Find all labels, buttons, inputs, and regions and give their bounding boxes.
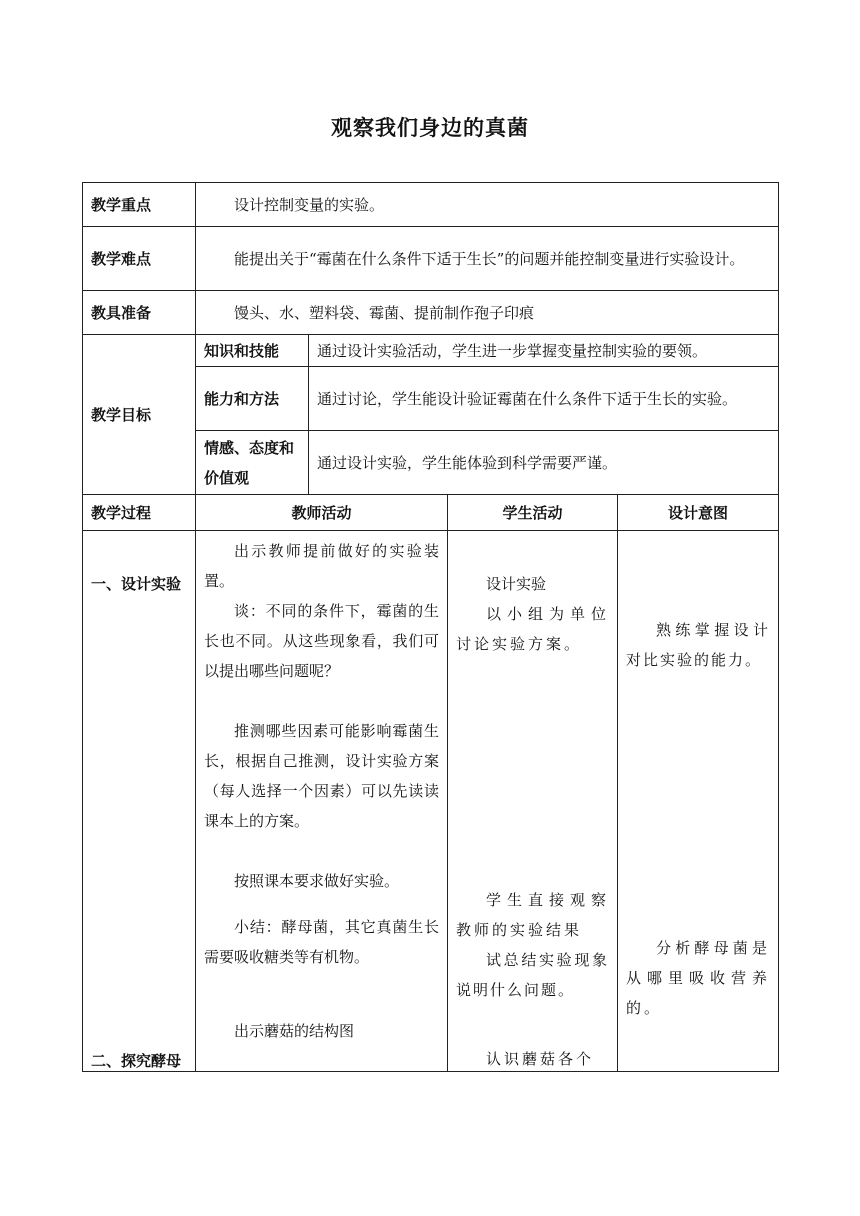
materials-label: 教具准备 <box>83 291 196 335</box>
objective-sub-label: 能力和方法 <box>196 367 309 431</box>
student-activity-header: 学生活动 <box>448 495 618 531</box>
teacher-step: 推测哪些因素可能影响霉菌生长，根据自己推测，设计实验方案（每人选择一个因素）可以先读读课本上的方案。 <box>204 722 439 830</box>
key-point-label: 教学重点 <box>83 183 196 227</box>
objective-content: 通过设计实验活动，学生进一步掌握变量控制实验的要领。 <box>309 335 779 367</box>
teacher-activity-cell <box>196 531 448 1072</box>
intent-note: 分析酵母菌是从哪里吸收营养的。 <box>626 939 771 1017</box>
process-stage-header: 教学过程 <box>83 495 196 531</box>
process-stage-cell <box>83 531 196 1072</box>
difficulty-row <box>83 227 779 291</box>
student-step: 学生直接观察教师的实验结果 <box>456 891 609 939</box>
teacher-activity-header: 教师活动 <box>196 495 448 531</box>
stage-explore-yeast: 二、探究酵母 <box>91 1052 182 1070</box>
objective-sub-label: 情感、态度和价值观 <box>196 431 309 495</box>
lesson-plan-table <box>82 182 779 1072</box>
design-intent-header: 设计意图 <box>618 495 779 531</box>
student-step: 认识蘑菇各个 <box>486 1050 595 1068</box>
page-title: 观察我们身边的真菌 <box>331 116 529 140</box>
materials-content: 馒头、水、塑料袋、霉菌、提前制作孢子印痕 <box>196 291 779 335</box>
key-point-content: 设计控制变量的实验。 <box>196 183 779 227</box>
teacher-step: 小结：酵母菌，其它真菌生长需要吸收糖类等有机物。 <box>204 918 439 966</box>
student-activity-cell <box>448 531 618 1072</box>
stage-design-experiment: 一、设计实验 <box>91 575 182 593</box>
difficulty-content: 能提出关于“霉菌在什么条件下适于生长”的问题并能控制变量进行实验设计。 <box>196 227 779 291</box>
objective-row-knowledge <box>83 335 779 367</box>
process-header-row <box>83 495 779 531</box>
objectives-label: 教学目标 <box>83 335 196 495</box>
design-intent-cell <box>618 531 779 1072</box>
student-step: 设计实验 <box>486 575 547 593</box>
teacher-step: 按照课本要求做好实验。 <box>234 872 400 890</box>
difficulty-label: 教学难点 <box>83 227 196 291</box>
student-step: 以小组为单位讨论实验方案。 <box>456 605 609 653</box>
teacher-step: 谈：不同的条件下，霉菌的生长也不同。从这些现象看，我们可以提出哪些问题呢？ <box>204 602 439 680</box>
process-body-row <box>83 531 779 1072</box>
objective-sub-label: 知识和技能 <box>196 335 309 367</box>
teacher-step: 出示蘑菇的结构图 <box>234 1022 355 1040</box>
objective-content: 通过讨论，学生能设计验证霉菌在什么条件下适于生长的实验。 <box>309 367 779 431</box>
key-point-row <box>83 183 779 227</box>
objective-content: 通过设计实验，学生能体验到科学需要严谨。 <box>309 431 779 495</box>
intent-note: 熟练掌握设计对比实验的能力。 <box>626 621 771 669</box>
student-step: 试总结实验现象说明什么问题。 <box>456 951 609 999</box>
teacher-step: 出示教师提前做好的实验装置。 <box>204 542 439 590</box>
materials-row <box>83 291 779 335</box>
